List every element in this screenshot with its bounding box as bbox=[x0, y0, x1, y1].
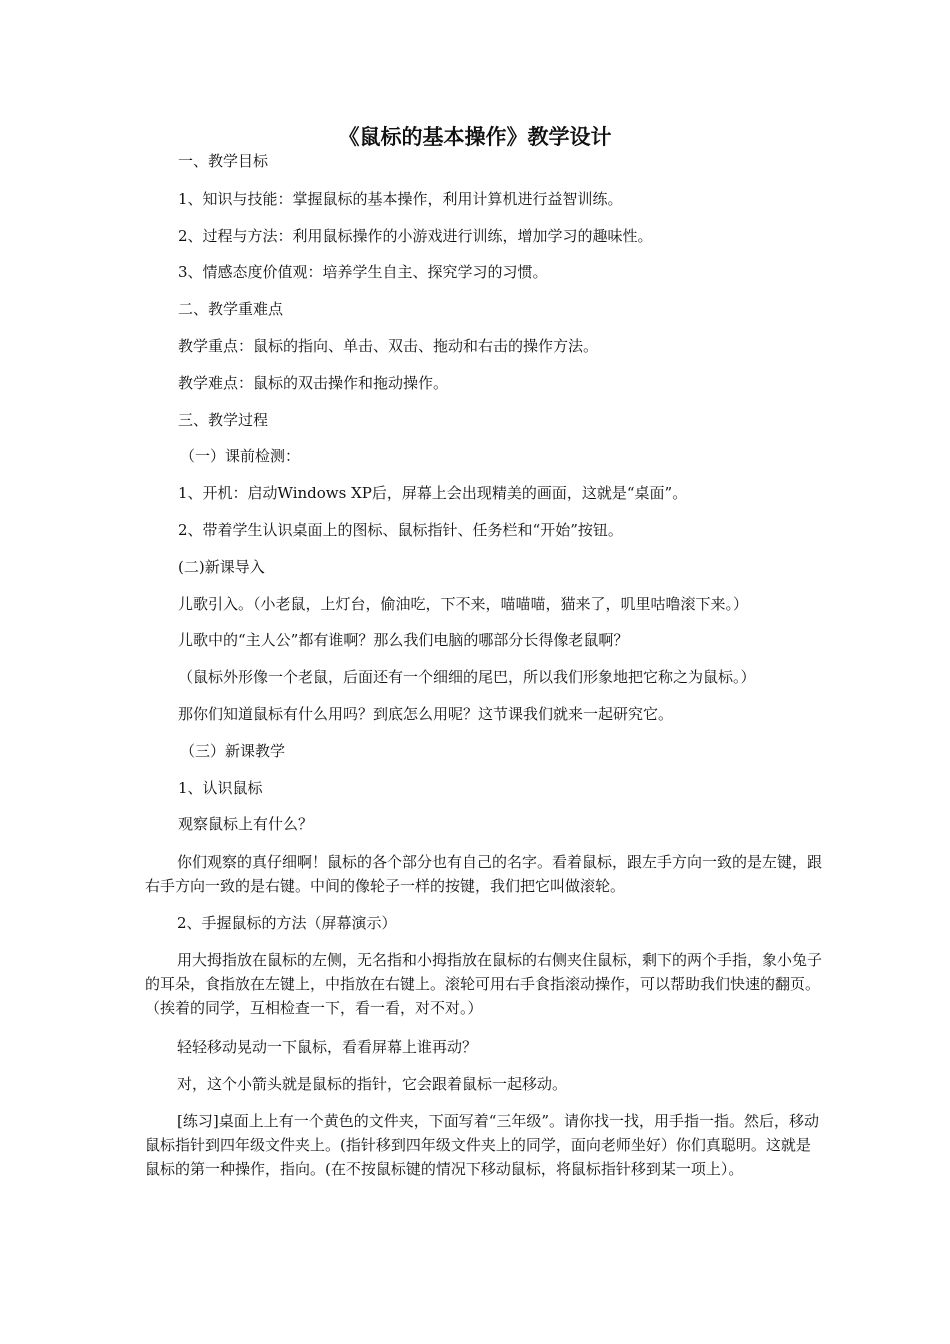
text-line: 2、过程与方法：利用鼠标操作的小游戏进行训练，增加学习的趣味性。 bbox=[178, 227, 653, 245]
subsection-heading: （一）课前检测： bbox=[180, 447, 301, 465]
section-heading: 三、教学过程 bbox=[178, 411, 269, 429]
text-line: 1、认识鼠标 bbox=[178, 779, 263, 797]
text-line: 2、带着学生认识桌面上的图标、鼠标指针、任务栏和“开始”按钮。 bbox=[178, 521, 623, 539]
text-line: 儿歌中的“主人公”都有谁啊？那么我们电脑的哪部分长得像老鼠啊？ bbox=[178, 631, 629, 649]
section-heading: 二、教学重难点 bbox=[178, 300, 284, 318]
text-line: 那你们知道鼠标有什么用吗？到底怎么用呢？这节课我们就来一起研究它。 bbox=[178, 705, 674, 723]
text-line: 儿歌引入。（小老鼠，上灯台，偷油吃，下不来，喵喵喵，猫来了，叽里咕噜滚下来。） bbox=[178, 595, 749, 613]
text-line: 观察鼠标上有什么？ bbox=[178, 815, 314, 833]
subsection-heading: （三）新课教学 bbox=[180, 742, 286, 760]
text-line: （鼠标外形像一个老鼠，后面还有一个细细的尾巴，所以我们形象地把它称之为鼠标。） bbox=[178, 668, 756, 686]
text-line: 教学重点：鼠标的指向、单击、双击、拖动和右击的操作方法。 bbox=[178, 337, 599, 355]
paragraph: 对，这个小箭头就是鼠标的指针，它会跟着鼠标一起移动。 bbox=[177, 1075, 568, 1093]
text-line: 3、情感态度价值观：培养学生自主、探究学习的习惯。 bbox=[178, 263, 548, 281]
paragraph: 轻轻移动晃动一下鼠标，看看屏幕上谁再动？ bbox=[177, 1038, 478, 1056]
text-line: 1、知识与技能：掌握鼠标的基本操作，利用计算机进行益智训练。 bbox=[178, 190, 623, 208]
document-title: 《鼠标的基本操作》教学设计 bbox=[338, 125, 612, 149]
text-line: 教学难点：鼠标的双击操作和拖动操作。 bbox=[178, 374, 449, 392]
section-heading: 一、教学目标 bbox=[178, 152, 269, 170]
paragraph: 2、手握鼠标的方法（屏幕演示） bbox=[177, 914, 397, 932]
paragraph: [练习]桌面上上有一个黄色的文件夹，下面写着“三年级”。请你找一找，用手指一指。然后，移动鼠标指针到四年级文件夹上。(指针移到四年级文件夹上的同学，面向老师坐好）你们真聪明。这就是鼠标的第一种操作，指向。(在不按鼠标键的情况下移动鼠标，将鼠标指针移到某一项上）。 bbox=[145, 1112, 820, 1178]
paragraph: 用大拇指放在鼠标的左侧，无名指和小拇指放在鼠标的右侧夹住鼠标，剩下的两个手指，象小兔子的耳朵，食指放在左键上，中指放在右键上。滚轮可用右手食指滚动操作，可以帮助我们快速的翻页。（挨着的同学，互相检查一下，看一看，对不对。） bbox=[145, 951, 823, 1017]
text-line: 1、开机：启动Windows XP后，屏幕上会出现精美的画面，这就是“桌面”。 bbox=[178, 484, 688, 502]
subsection-heading: (二)新课导入 bbox=[178, 558, 265, 576]
paragraph: 你们观察的真仔细啊！鼠标的各个部分也有自己的名字。看着鼠标，跟左手方向一致的是左键，跟右手方向一致的是右键。中间的像轮子一样的按键，我们把它叫做滚轮。 bbox=[145, 853, 823, 895]
